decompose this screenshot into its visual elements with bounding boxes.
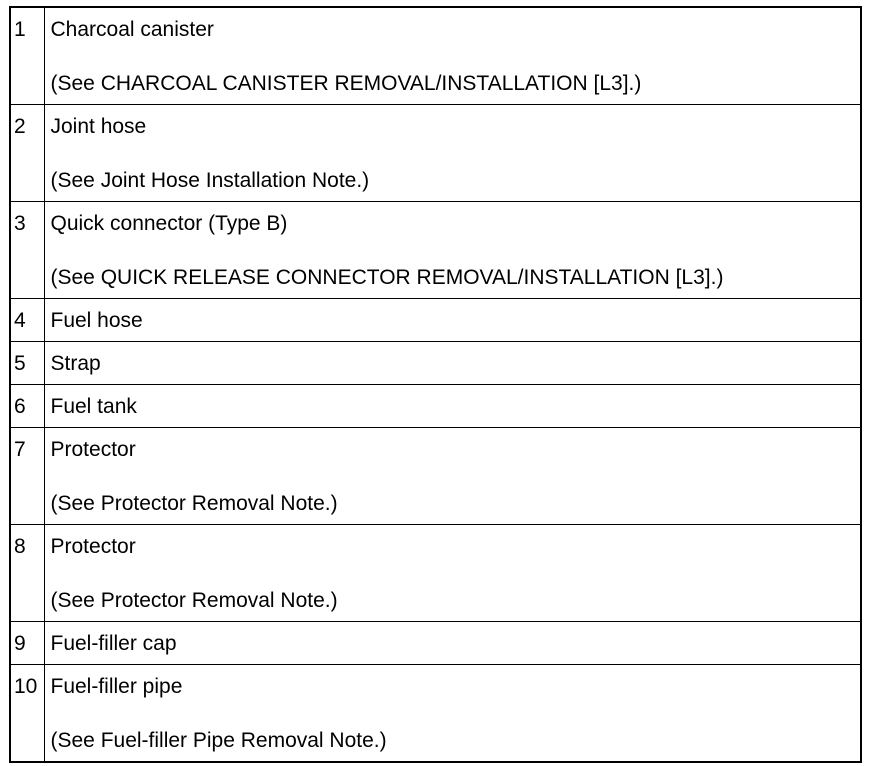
item-description-cell (44, 385, 861, 428)
item-number: 9 (14, 632, 26, 655)
item-number-cell (10, 525, 44, 622)
item-number-cell (10, 105, 44, 202)
part-reference: (See Joint Hose Installation Note.) (50, 169, 370, 192)
item-number: 5 (14, 352, 26, 375)
item-description-cell (44, 299, 861, 342)
part-name: Fuel hose (50, 309, 143, 332)
item-description-cell (44, 622, 861, 665)
part-reference: (See Protector Removal Note.) (50, 589, 338, 612)
part-name: Fuel tank (50, 395, 137, 418)
item-number-cell (10, 7, 44, 105)
part-name: Charcoal canister (50, 18, 214, 41)
item-number-cell (10, 622, 44, 665)
table-row (10, 342, 861, 385)
part-name: Strap (50, 352, 101, 375)
item-number: 10 (14, 675, 38, 698)
item-number-cell (10, 342, 44, 385)
part-name: Fuel-filler pipe (50, 675, 183, 698)
table-row (10, 525, 861, 622)
item-number-cell (10, 299, 44, 342)
item-description-cell (44, 342, 861, 385)
item-description-cell (44, 428, 861, 525)
item-number: 3 (14, 212, 26, 235)
part-reference: (See Fuel-filler Pipe Removal Note.) (50, 729, 387, 752)
table-row (10, 428, 861, 525)
part-reference: (See CHARCOAL CANISTER REMOVAL/INSTALLATION [L3].) (50, 72, 642, 95)
item-number-cell (10, 385, 44, 428)
item-description-cell (44, 525, 861, 622)
item-description-cell (44, 665, 861, 763)
item-number: 1 (14, 18, 26, 41)
table-row (10, 105, 861, 202)
part-name: Protector (50, 535, 136, 558)
item-number: 8 (14, 535, 26, 558)
part-reference: (See Protector Removal Note.) (50, 492, 338, 515)
table-row (10, 622, 861, 665)
table-row (10, 385, 861, 428)
item-number-cell (10, 665, 44, 763)
item-description-cell (44, 202, 861, 299)
part-reference: (See QUICK RELEASE CONNECTOR REMOVAL/INSTALLATION [L3].) (50, 266, 724, 289)
table-row (10, 7, 861, 105)
part-name: Protector (50, 438, 136, 461)
item-number-cell (10, 202, 44, 299)
item-number: 6 (14, 395, 26, 418)
item-number: 4 (14, 309, 26, 332)
parts-table (9, 6, 862, 763)
table-row (10, 299, 861, 342)
item-description-cell (44, 105, 861, 202)
table-row (10, 665, 861, 763)
item-description-cell (44, 7, 861, 105)
part-name: Quick connector (Type B) (50, 212, 288, 235)
item-number: 7 (14, 438, 26, 461)
table-row (10, 202, 861, 299)
part-name: Joint hose (50, 115, 147, 138)
item-number: 2 (14, 115, 26, 138)
part-name: Fuel-filler cap (50, 632, 177, 655)
item-number-cell (10, 428, 44, 525)
